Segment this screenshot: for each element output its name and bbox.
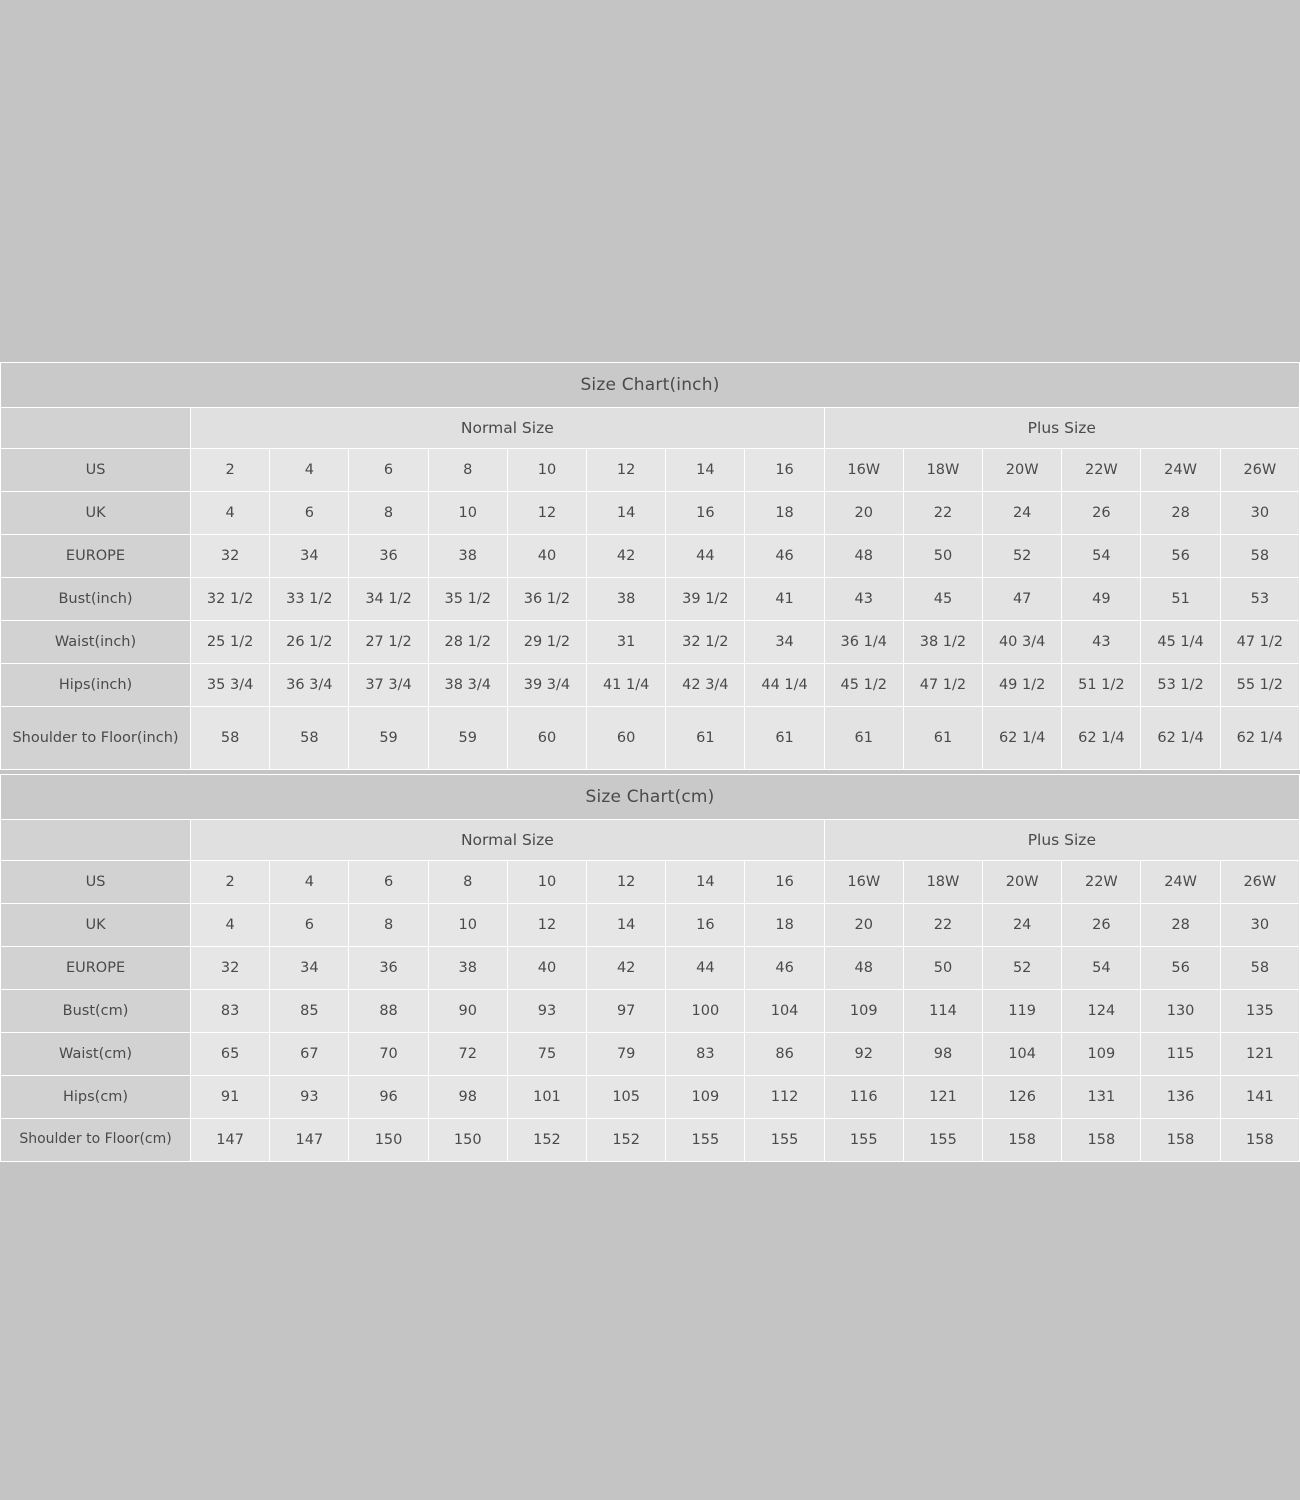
row-label-uk: UK	[1, 904, 191, 947]
cell: 104	[983, 1033, 1062, 1076]
cell: 54	[1062, 947, 1141, 990]
cell: 141	[1220, 1076, 1299, 1119]
group-header-row	[1, 408, 1300, 449]
cell: 30	[1220, 904, 1299, 947]
cell: 32	[191, 947, 270, 990]
cell: 65	[191, 1033, 270, 1076]
cell: 26W	[1220, 449, 1299, 492]
cell: 90	[428, 990, 507, 1033]
row-label-bust: Bust(cm)	[1, 990, 191, 1033]
cell: 34 1/2	[349, 578, 428, 621]
cell: 34	[745, 621, 824, 664]
cell: 61	[824, 707, 903, 770]
cell: 150	[349, 1119, 428, 1162]
cell: 25 1/2	[191, 621, 270, 664]
cell: 60	[507, 707, 586, 770]
cell: 109	[1062, 1033, 1141, 1076]
cell: 34	[270, 947, 349, 990]
cell: 50	[903, 947, 982, 990]
table-title-row	[1, 775, 1300, 820]
table-row	[1, 1119, 1300, 1162]
cell: 158	[1062, 1119, 1141, 1162]
row-label-bust: Bust(inch)	[1, 578, 191, 621]
cell: 10	[507, 861, 586, 904]
cell: 12	[587, 449, 666, 492]
table-row	[1, 664, 1300, 707]
cell: 61	[903, 707, 982, 770]
cell: 45	[903, 578, 982, 621]
row-label-waist: Waist(cm)	[1, 1033, 191, 1076]
cell: 16	[666, 492, 745, 535]
cell: 8	[428, 449, 507, 492]
cell: 24	[983, 492, 1062, 535]
group-header-plus-size: Plus Size	[824, 408, 1299, 449]
cell: 24	[983, 904, 1062, 947]
cell: 14	[666, 449, 745, 492]
cell: 155	[745, 1119, 824, 1162]
cell: 45 1/2	[824, 664, 903, 707]
cell: 24W	[1141, 449, 1220, 492]
cell: 67	[270, 1033, 349, 1076]
cell: 6	[270, 904, 349, 947]
cell: 97	[587, 990, 666, 1033]
cell: 52	[983, 535, 1062, 578]
cell: 53 1/2	[1141, 664, 1220, 707]
cell: 155	[824, 1119, 903, 1162]
cell: 42	[587, 535, 666, 578]
cell: 44 1/4	[745, 664, 824, 707]
cell: 27 1/2	[349, 621, 428, 664]
chart-title: Size Chart(inch)	[1, 363, 1300, 408]
cell: 28	[1141, 492, 1220, 535]
cell: 2	[191, 449, 270, 492]
cell: 6	[270, 492, 349, 535]
cell: 59	[349, 707, 428, 770]
cell: 29 1/2	[507, 621, 586, 664]
cell: 62 1/4	[1220, 707, 1299, 770]
cell: 16W	[824, 861, 903, 904]
size-chart-inch-table	[0, 362, 1300, 770]
cell: 26 1/2	[270, 621, 349, 664]
cell: 4	[270, 449, 349, 492]
cell: 20	[824, 904, 903, 947]
cell: 20	[824, 492, 903, 535]
cell: 47 1/2	[1220, 621, 1299, 664]
cell: 6	[349, 449, 428, 492]
cell: 152	[587, 1119, 666, 1162]
cell: 18W	[903, 449, 982, 492]
cell: 58	[1220, 947, 1299, 990]
cell: 124	[1062, 990, 1141, 1033]
cell: 36	[349, 535, 428, 578]
row-label-europe: EUROPE	[1, 535, 191, 578]
cell: 47	[983, 578, 1062, 621]
cell: 48	[824, 947, 903, 990]
cell: 93	[270, 1076, 349, 1119]
cell: 16	[745, 449, 824, 492]
cell: 55 1/2	[1220, 664, 1299, 707]
row-label-shoulder-to-floor: Shoulder to Floor(inch)	[1, 707, 191, 770]
row-label-hips: Hips(inch)	[1, 664, 191, 707]
table-row	[1, 904, 1300, 947]
cell: 38 3/4	[428, 664, 507, 707]
cell: 16W	[824, 449, 903, 492]
cell: 61	[745, 707, 824, 770]
cell: 98	[903, 1033, 982, 1076]
cell: 101	[507, 1076, 586, 1119]
cell: 100	[666, 990, 745, 1033]
cell: 4	[270, 861, 349, 904]
group-header-corner	[1, 820, 191, 861]
cell: 22	[903, 904, 982, 947]
cell: 93	[507, 990, 586, 1033]
cell: 83	[191, 990, 270, 1033]
cell: 96	[349, 1076, 428, 1119]
cell: 45 1/4	[1141, 621, 1220, 664]
row-label-hips: Hips(cm)	[1, 1076, 191, 1119]
cell: 43	[1062, 621, 1141, 664]
table-row	[1, 578, 1300, 621]
cell: 32 1/2	[191, 578, 270, 621]
table-row	[1, 947, 1300, 990]
cell: 72	[428, 1033, 507, 1076]
cell: 152	[507, 1119, 586, 1162]
cell: 12	[587, 861, 666, 904]
cell: 53	[1220, 578, 1299, 621]
cell: 12	[507, 492, 586, 535]
table-title-row	[1, 363, 1300, 408]
cell: 32 1/2	[666, 621, 745, 664]
cell: 49 1/2	[983, 664, 1062, 707]
cell: 47 1/2	[903, 664, 982, 707]
cell: 98	[428, 1076, 507, 1119]
cell: 50	[903, 535, 982, 578]
size-chart-cm-table	[0, 774, 1300, 1162]
cell: 10	[428, 904, 507, 947]
cell: 20W	[983, 861, 1062, 904]
cell: 114	[903, 990, 982, 1033]
cell: 2	[191, 861, 270, 904]
cell: 35 1/2	[428, 578, 507, 621]
cell: 46	[745, 947, 824, 990]
cell: 40 3/4	[983, 621, 1062, 664]
size-chart-inch-block	[0, 362, 1300, 770]
cell: 51 1/2	[1062, 664, 1141, 707]
chart-title: Size Chart(cm)	[1, 775, 1300, 820]
cell: 39 1/2	[666, 578, 745, 621]
row-label-uk: UK	[1, 492, 191, 535]
cell: 18W	[903, 861, 982, 904]
cell: 91	[191, 1076, 270, 1119]
cell: 44	[666, 947, 745, 990]
row-label-us: US	[1, 449, 191, 492]
cell: 83	[666, 1033, 745, 1076]
cell: 119	[983, 990, 1062, 1033]
cell: 56	[1141, 535, 1220, 578]
cell: 36 3/4	[270, 664, 349, 707]
cell: 28	[1141, 904, 1220, 947]
cell: 115	[1141, 1033, 1220, 1076]
cell: 126	[983, 1076, 1062, 1119]
cell: 18	[745, 492, 824, 535]
table-row	[1, 621, 1300, 664]
group-header-plus-size: Plus Size	[824, 820, 1299, 861]
cell: 31	[587, 621, 666, 664]
cell: 43	[824, 578, 903, 621]
cell: 56	[1141, 947, 1220, 990]
cell: 130	[1141, 990, 1220, 1033]
cell: 36	[349, 947, 428, 990]
table-row	[1, 707, 1300, 770]
table-row	[1, 1076, 1300, 1119]
cell: 28 1/2	[428, 621, 507, 664]
cell: 4	[191, 904, 270, 947]
cell: 37 3/4	[349, 664, 428, 707]
cell: 48	[824, 535, 903, 578]
table-row	[1, 861, 1300, 904]
cell: 38	[587, 578, 666, 621]
cell: 36 1/4	[824, 621, 903, 664]
cell: 34	[270, 535, 349, 578]
cell: 16	[666, 904, 745, 947]
cell: 58	[270, 707, 349, 770]
row-label-shoulder-to-floor: Shoulder to Floor(cm)	[1, 1119, 191, 1162]
cell: 61	[666, 707, 745, 770]
cell: 116	[824, 1076, 903, 1119]
cell: 58	[1220, 535, 1299, 578]
cell: 33 1/2	[270, 578, 349, 621]
cell: 88	[349, 990, 428, 1033]
cell: 42	[587, 947, 666, 990]
cell: 10	[428, 492, 507, 535]
cell: 32	[191, 535, 270, 578]
cell: 22W	[1062, 449, 1141, 492]
cell: 39 3/4	[507, 664, 586, 707]
cell: 62 1/4	[1062, 707, 1141, 770]
cell: 92	[824, 1033, 903, 1076]
cell: 60	[587, 707, 666, 770]
cell: 155	[666, 1119, 745, 1162]
cell: 22	[903, 492, 982, 535]
cell: 62 1/4	[983, 707, 1062, 770]
cell: 59	[428, 707, 507, 770]
cell: 14	[666, 861, 745, 904]
cell: 35 3/4	[191, 664, 270, 707]
cell: 41	[745, 578, 824, 621]
cell: 24W	[1141, 861, 1220, 904]
cell: 26	[1062, 904, 1141, 947]
cell: 14	[587, 904, 666, 947]
cell: 121	[903, 1076, 982, 1119]
cell: 42 3/4	[666, 664, 745, 707]
cell: 131	[1062, 1076, 1141, 1119]
cell: 62 1/4	[1141, 707, 1220, 770]
cell: 105	[587, 1076, 666, 1119]
cell: 52	[983, 947, 1062, 990]
table-row	[1, 449, 1300, 492]
cell: 26	[1062, 492, 1141, 535]
cell: 86	[745, 1033, 824, 1076]
cell: 10	[507, 449, 586, 492]
cell: 44	[666, 535, 745, 578]
row-label-us: US	[1, 861, 191, 904]
cell: 12	[507, 904, 586, 947]
cell: 38 1/2	[903, 621, 982, 664]
cell: 51	[1141, 578, 1220, 621]
cell: 136	[1141, 1076, 1220, 1119]
cell: 147	[270, 1119, 349, 1162]
cell: 38	[428, 535, 507, 578]
cell: 4	[191, 492, 270, 535]
cell: 150	[428, 1119, 507, 1162]
cell: 46	[745, 535, 824, 578]
cell: 30	[1220, 492, 1299, 535]
cell: 155	[903, 1119, 982, 1162]
table-row	[1, 492, 1300, 535]
cell: 58	[191, 707, 270, 770]
row-label-europe: EUROPE	[1, 947, 191, 990]
cell: 49	[1062, 578, 1141, 621]
cell: 135	[1220, 990, 1299, 1033]
cell: 109	[666, 1076, 745, 1119]
cell: 40	[507, 947, 586, 990]
cell: 104	[745, 990, 824, 1033]
cell: 18	[745, 904, 824, 947]
group-header-normal-size: Normal Size	[191, 408, 825, 449]
row-label-waist: Waist(inch)	[1, 621, 191, 664]
cell: 40	[507, 535, 586, 578]
cell: 36 1/2	[507, 578, 586, 621]
size-chart-cm-block	[0, 774, 1300, 1162]
cell: 109	[824, 990, 903, 1033]
cell: 14	[587, 492, 666, 535]
cell: 54	[1062, 535, 1141, 578]
cell: 8	[349, 904, 428, 947]
table-row	[1, 1033, 1300, 1076]
cell: 147	[191, 1119, 270, 1162]
group-header-corner	[1, 408, 191, 449]
cell: 112	[745, 1076, 824, 1119]
cell: 158	[983, 1119, 1062, 1162]
cell: 26W	[1220, 861, 1299, 904]
table-row	[1, 990, 1300, 1033]
cell: 79	[587, 1033, 666, 1076]
cell: 8	[428, 861, 507, 904]
cell: 6	[349, 861, 428, 904]
cell: 121	[1220, 1033, 1299, 1076]
cell: 22W	[1062, 861, 1141, 904]
cell: 41 1/4	[587, 664, 666, 707]
cell: 158	[1141, 1119, 1220, 1162]
cell: 85	[270, 990, 349, 1033]
group-header-row	[1, 820, 1300, 861]
cell: 38	[428, 947, 507, 990]
cell: 16	[745, 861, 824, 904]
table-row	[1, 535, 1300, 578]
group-header-normal-size: Normal Size	[191, 820, 825, 861]
cell: 20W	[983, 449, 1062, 492]
cell: 70	[349, 1033, 428, 1076]
cell: 75	[507, 1033, 586, 1076]
cell: 158	[1220, 1119, 1299, 1162]
cell: 8	[349, 492, 428, 535]
